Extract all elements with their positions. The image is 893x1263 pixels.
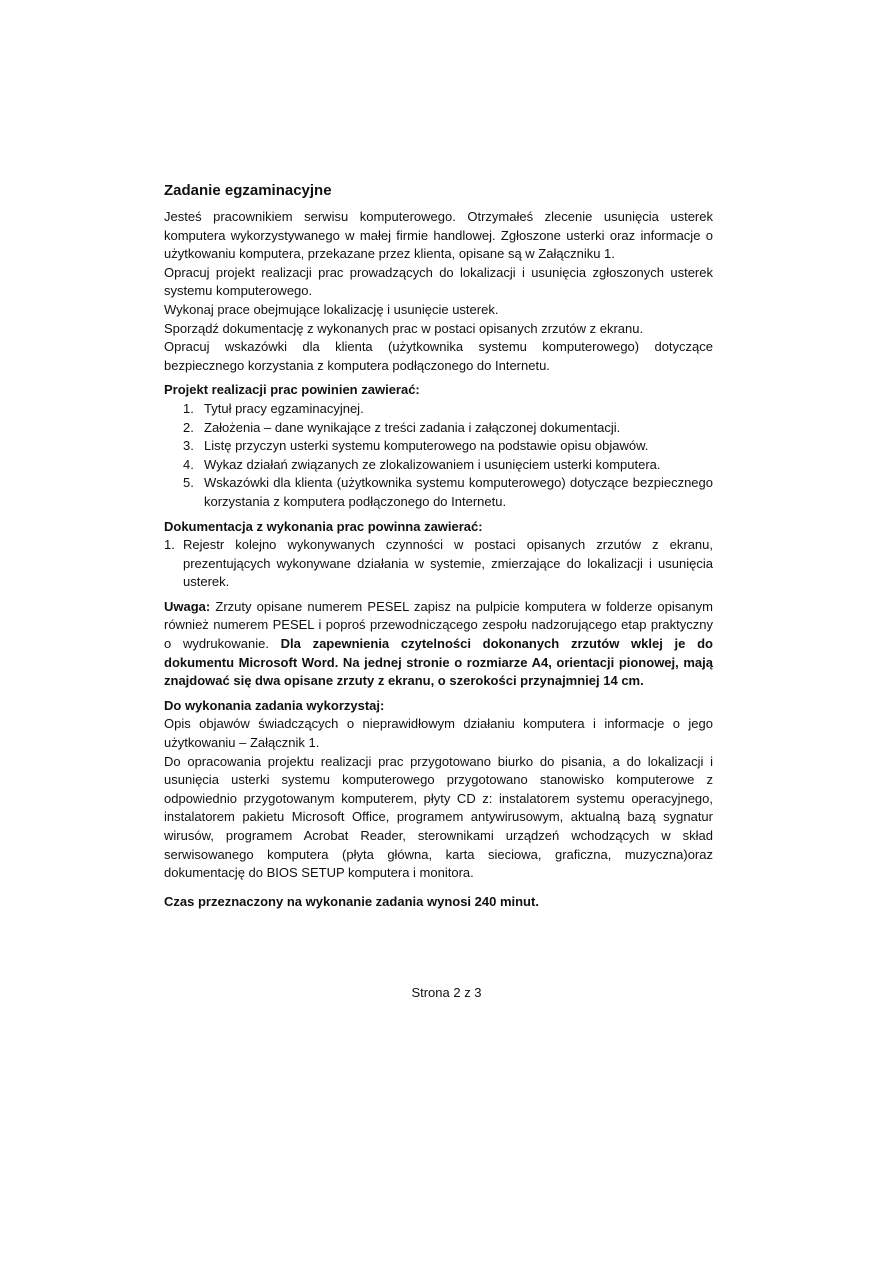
list-number: 1. (183, 400, 194, 416)
list-number: 1. (164, 537, 175, 553)
list-number: 2. (183, 419, 194, 435)
documentation-heading: Dokumentacja z wykonania prac powinna zawierać: (164, 518, 483, 534)
note-label: Uwaga: (164, 598, 211, 614)
resources-heading: Do wykonania zadania wykorzystaj: (164, 697, 385, 713)
list-item (164, 419, 713, 438)
intro-paragraph-4: Sporządź dokumentację z wykonanych prac w postaci opisanych zrzutów z ekranu. (164, 320, 644, 336)
intro-paragraph-3: Wykonaj prace obejmujące lokalizację i usunięcie usterek. (164, 301, 499, 317)
intro-paragraph-5: Opracuj wskazówki dla klienta (użytkownika systemu komputerowego) dotyczące bezpiecznego korzystania z komputera podłączonego do Internetu. (164, 339, 713, 373)
list-text: Listę przyczyn usterki systemu komputerowego na podstawie opisu objawów. (204, 438, 649, 454)
list-item (164, 437, 713, 456)
note-bold-text: Dla zapewnienia czytelności dokonanych zrzutów wklej je do dokumentu Microsoft Word. Na jednej stronie o rozmiarze A4, orientacji pionowej, mają znajdować się dwa opisane zrzuty z ekranu, o szerokości przynajmniej 14 cm. (164, 636, 713, 689)
list-item (164, 400, 713, 419)
list-item (164, 456, 713, 475)
list-number: 5. (183, 475, 194, 491)
list-text: Tytuł pracy egzaminacyjnej. (204, 400, 364, 416)
list-item (164, 474, 713, 511)
time-note: Czas przeznaczony na wykonanie zadania wynosi 240 minut. (164, 893, 539, 909)
page-title: Zadanie egzaminacyjne (164, 182, 332, 199)
resources-paragraph-2: Do opracowania projektu realizacji prac przygotowano biurko do pisania, a do lokalizacji i usunięcia usterki systemu komputerowego przygotowano stanowisko komputerowe z odpowiednio przygotowanym komputerem, płyty CD z: instalatorem systemu operacyjnego, instalatorem pakietu Microsoft Office, programem antywirusowym, aktualną bazą sygnatur wirusów, programem Acrobat Reader, sterownikami urządzeń wchodzących w skład serwisowanego komputera (płyta główna, karta sieciowa, graficzna, muzyczna)oraz dokumentację do BIOS SETUP komputera i monitora. (164, 753, 713, 881)
list-number: 4. (183, 456, 194, 472)
list-text: Wskazówki dla klienta (użytkownika systemu komputerowego) dotyczące bezpiecznego korzystania z komputera podłączonego do Internetu. (204, 475, 713, 509)
page-number: Strona 2 z 3 (411, 985, 482, 1000)
project-list (164, 400, 713, 512)
intro-paragraph-1: Jesteś pracownikiem serwisu komputerowego. Otrzymałeś zlecenie usunięcia usterek komputera wykorzystywanego w małej firmie handlowej. Zgłoszone usterki oraz informacje o użytkowaniu komputera, przekazane przez klienta, opisane są w Załączniku 1. (164, 209, 713, 262)
list-number: 3. (183, 438, 194, 454)
intro-paragraph-2: Opracuj projekt realizacji prac prowadzących do lokalizacji i usunięcia zgłoszonych usterek systemu komputerowego. (164, 264, 713, 299)
list-text: Założenia – dane wynikające z treści zadania i załączonej dokumentacji. (204, 419, 621, 435)
project-heading: Projekt realizacji prac powinien zawierać: (164, 382, 420, 398)
note-paragraph (164, 598, 713, 691)
note-text: Zrzuty opisane numerem PESEL zapisz na pulpicie komputera w folderze opisanym również numerem PESEL i poproś przewodniczącego zespołu nadzorującego etap praktyczny o wydrukowanie. (164, 598, 713, 652)
list-text: Wykaz działań związanych ze zlokalizowaniem i usunięciem usterki komputera. (204, 456, 661, 472)
document-page (164, 181, 713, 911)
list-text: Rejestr kolejno wykonywanych czynności w postaci opisanych zrzutów z ekranu, prezentujących wykonywane działania w systemie, zmierzające do lokalizacji i usunięcia usterek. (183, 537, 713, 590)
resources-paragraph-1: Opis objawów świadczących o nieprawidłowym działaniu komputera i informacje o jego użytkowaniu – Załącznik 1. (164, 716, 713, 751)
list-item (164, 536, 713, 592)
documentation-list (164, 536, 713, 592)
